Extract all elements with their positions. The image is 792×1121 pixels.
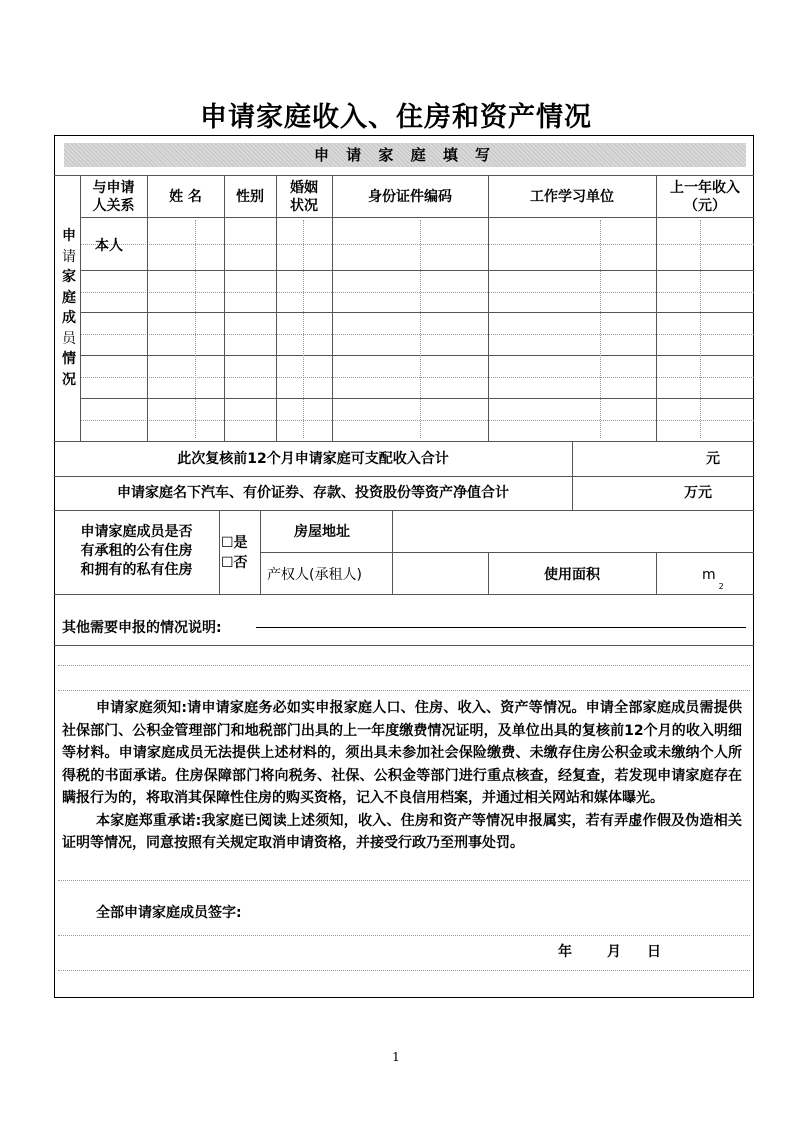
date-month: 月	[607, 944, 621, 960]
signature-label: 全部申请家庭成员签字:	[96, 905, 242, 921]
grid-line	[332, 175, 333, 441]
area-unit-m: m	[702, 567, 716, 583]
notice-block	[62, 697, 742, 855]
dotted-line	[58, 690, 750, 691]
grid-line	[54, 441, 754, 442]
question-line: 申请家庭成员是否	[80, 524, 193, 540]
side-char: 请	[62, 248, 76, 265]
column-header-id: 身份证件编码	[368, 189, 452, 205]
date-year: 年	[558, 944, 572, 960]
pledge-text: 本家庭郑重承诺:我家庭已阅读上述须知，收入、住房和资产等情况申报属实，若有弄虚作假及伪造相关证明等情况，同意按照有关规定取消申请资格，并接受行政乃至刑事处罚。	[62, 812, 742, 851]
grid-line	[488, 175, 489, 441]
side-char: 况	[62, 371, 76, 388]
dotted-line	[80, 244, 754, 245]
dotted-line	[58, 665, 750, 666]
column-header-gender: 性别	[236, 189, 264, 205]
income-total-unit: 元	[706, 451, 720, 467]
page-number: 1	[392, 1050, 400, 1064]
grid-line	[54, 510, 754, 511]
grid-line	[224, 175, 225, 441]
asset-total-label: 申请家庭名下汽车、有价证券、存款、投资股份等资产净值合计	[117, 485, 509, 501]
section-header: 申 请 家 庭 填 写	[64, 143, 746, 167]
grid-line	[80, 355, 754, 356]
dotted-line	[80, 334, 754, 335]
asset-total-unit: 万元	[684, 485, 712, 501]
dotted-line	[420, 220, 421, 438]
grid-line	[260, 510, 261, 594]
grid-line	[80, 312, 754, 313]
dotted-line	[58, 935, 750, 936]
grid-line	[54, 175, 754, 176]
members-side-label	[58, 226, 80, 390]
header-line: 婚姻	[290, 180, 318, 196]
grid-line	[392, 510, 393, 594]
column-header-relation	[80, 179, 147, 215]
header-line: 与申请	[92, 180, 135, 196]
grid-line	[80, 270, 754, 271]
grid-line	[572, 441, 573, 510]
side-char: 申	[62, 228, 76, 244]
address-label: 房屋地址	[294, 524, 350, 540]
header-line: 状况	[290, 198, 318, 214]
header-line: 人关系	[92, 198, 135, 214]
dotted-line	[80, 292, 754, 293]
grid-line	[260, 552, 754, 553]
dotted-line	[195, 220, 196, 438]
column-header-income	[656, 179, 754, 215]
side-char: 员	[62, 330, 76, 347]
income-total-label: 此次复核前12个月申请家庭可支配收入合计	[177, 451, 449, 467]
dotted-line	[58, 970, 750, 971]
grid-line	[54, 476, 754, 477]
grid-line	[656, 552, 657, 594]
question-line: 有承租的公有住房	[80, 543, 193, 559]
header-line: 上一年收入	[670, 180, 740, 196]
dotted-line	[80, 377, 754, 378]
member-relation-1[interactable]: 本人	[95, 238, 123, 254]
dotted-line	[80, 420, 754, 421]
column-header-marital	[276, 179, 332, 215]
column-header-work: 工作学习单位	[530, 189, 614, 205]
grid-line	[54, 594, 754, 595]
grid-line	[80, 217, 754, 218]
notice-text: 申请家庭须知:请申请家庭务必如实申报家庭人口、住房、收入、资产等情况。申请全部家庭成员需提供社保部门、公积金管理部门和地税部门出具的上一年度缴费情况证明，及单位出具的复核前12个月的收入明细等材料。申请家庭成员无法提供上述材料的，须出具未参加社会保险缴费、未缴存住房公积金或未缴纳个人所得税的书面承诺。住房保障部门将向税务、社保、公积金等部门进行重点核查，经复查，若发现申请家庭存在瞒报行为的，将取消其保障性住房的购买资格，记入不良信用档案，并通过相关网站和媒体曝光。	[62, 700, 742, 806]
page-title: 申请家庭收入、住房和资产情况	[200, 102, 592, 133]
housing-no-checkbox[interactable]: ☐否	[221, 555, 248, 571]
side-char: 情	[62, 351, 76, 367]
dotted-line	[303, 220, 304, 438]
area-unit	[702, 566, 724, 591]
area-label: 使用面积	[544, 567, 600, 583]
other-info-label: 其他需要申报的情况说明:	[62, 620, 222, 636]
grid-line	[80, 398, 754, 399]
side-char: 成	[62, 310, 76, 326]
housing-question	[54, 523, 219, 580]
column-header-name: 姓 名	[169, 189, 202, 205]
header-line: （元）	[684, 198, 726, 214]
other-info-line[interactable]	[256, 627, 746, 628]
grid-line	[219, 510, 220, 594]
dotted-line	[58, 880, 750, 881]
date-day: 日	[647, 944, 661, 960]
dotted-line	[700, 220, 701, 438]
side-char: 庭	[62, 289, 76, 306]
area-unit-superscript: 2	[718, 582, 724, 591]
grid-line	[54, 645, 754, 646]
side-char: 家	[62, 269, 76, 285]
dotted-line	[600, 220, 601, 438]
question-line: 和拥有的私有住房	[80, 562, 193, 578]
owner-label: 产权人(承租人)	[267, 567, 362, 583]
housing-yes-checkbox[interactable]: ☐是	[221, 535, 248, 551]
grid-line	[147, 175, 148, 441]
